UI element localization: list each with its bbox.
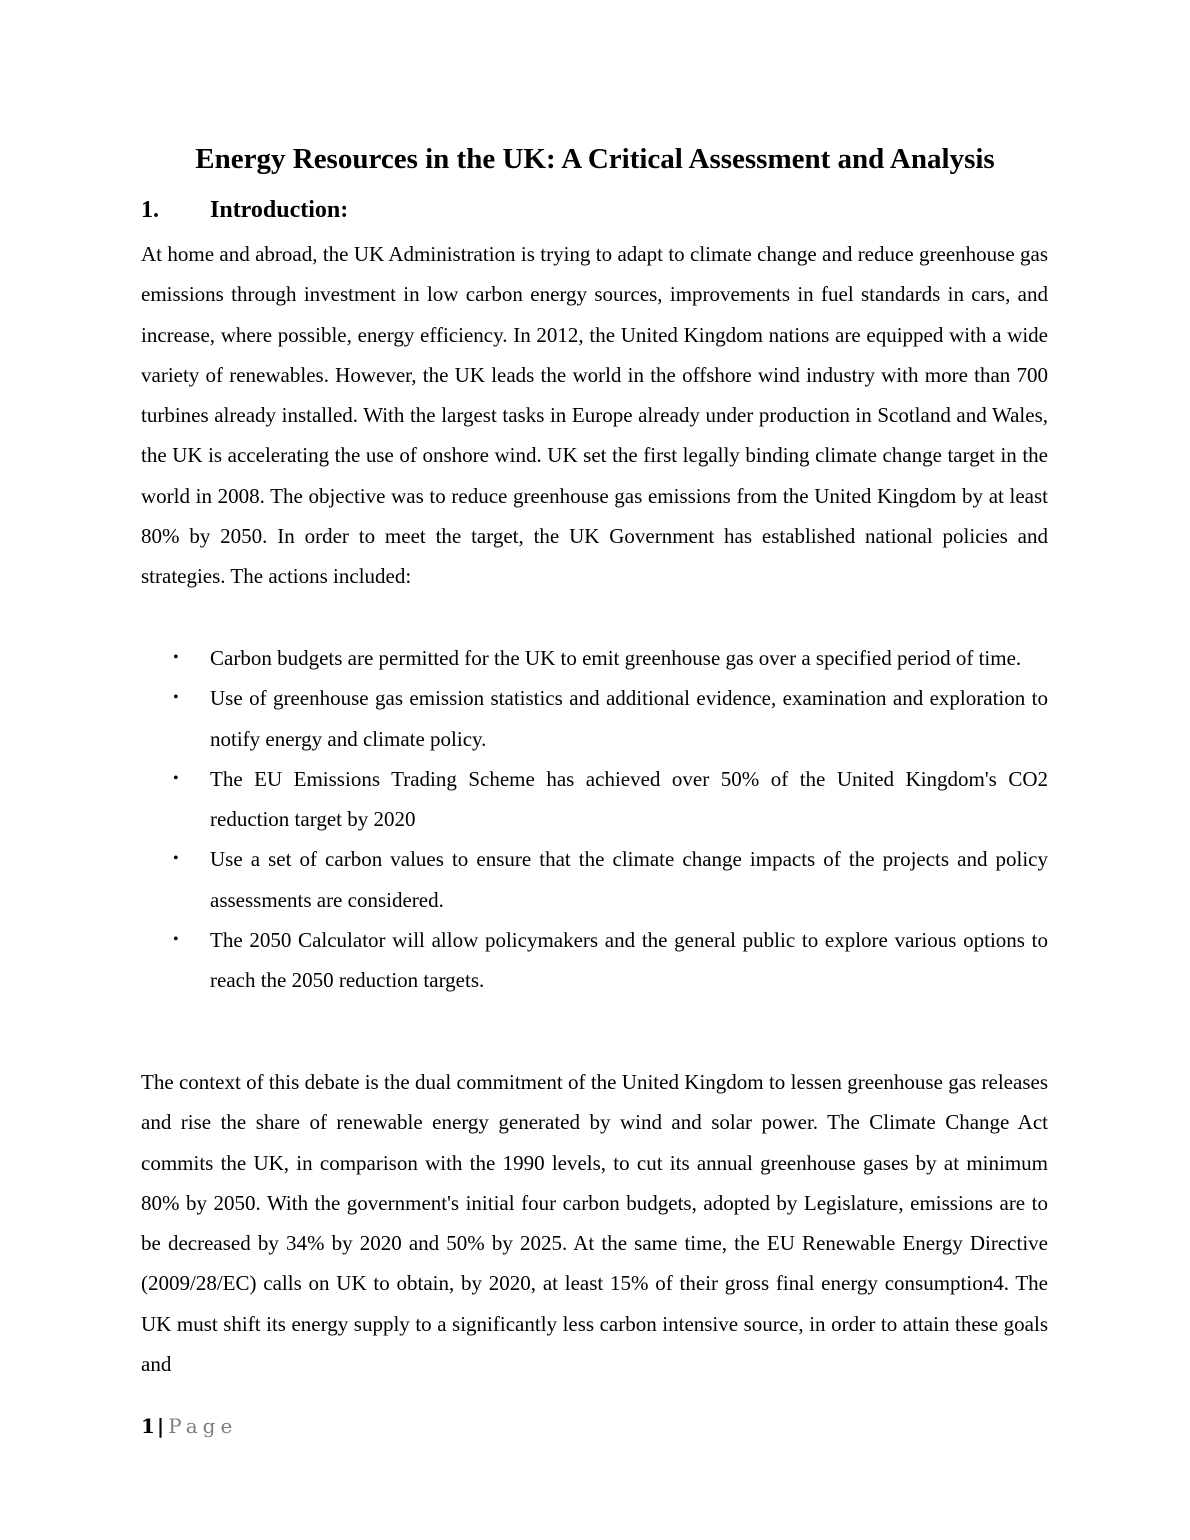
- list-item-text: Use of greenhouse gas emission statistics and additional evidence, examination and exploration to notify energy and climate policy.: [210, 686, 1048, 751]
- list-item: [141, 920, 1048, 1001]
- actions-list: [141, 638, 1048, 1001]
- bullet-icon: •: [173, 689, 179, 707]
- list-item-text: Use a set of carbon values to ensure that the climate change impacts of the projects and policy assessments are considered.: [210, 847, 1048, 912]
- bullet-icon: •: [173, 850, 179, 868]
- document-title: Energy Resources in the UK: A Critical Assessment and Analysis: [195, 143, 995, 175]
- list-item-text: Carbon budgets are permitted for the UK to emit greenhouse gas over a specified period of time.: [210, 646, 1022, 670]
- page-label: Page: [168, 1414, 238, 1438]
- context-paragraph: The context of this debate is the dual commitment of the United Kingdom to lessen greenhouse gas releases and rise the share of renewable energy generated by wind and solar power. The Climate Change Act commits the UK, in comparison with the 1990 levels, to cut its annual greenhouse gases by at minimum 80% by 2050. With the government's initial four carbon budgets, adopted by Legislature, emissions are to be decreased by 34% by 2020 and 50% by 2025. At the same time, the EU Renewable Energy Directive (2009/28/EC) calls on UK to obtain, by 2020, at least 15% of their gross final energy consumption4. The UK must shift its energy supply to a significantly less carbon intensive source, in order to attain these goals and: [141, 1070, 1048, 1377]
- list-item-text: The EU Emissions Trading Scheme has achieved over 50% of the United Kingdom's CO2 reduction target by 2020: [210, 766, 1048, 832]
- bullet-icon: •: [173, 649, 179, 666]
- list-item: [141, 638, 1048, 678]
- list-item: [141, 839, 1048, 920]
- bullet-icon: •: [173, 769, 179, 787]
- page-footer: [141, 1412, 237, 1440]
- section-number: 1.: [141, 197, 159, 223]
- section-heading: [141, 193, 348, 227]
- footer-separator: |: [156, 1414, 165, 1438]
- bullet-icon: •: [173, 931, 179, 949]
- intro-paragraph: At home and abroad, the UK Administration is trying to adapt to climate change and reduce greenhouse gas emissions through investment in low carbon energy sources, improvements in fuel standards in cars, and increase, where possible, energy efficiency. In 2012, the United Kingdom nations are equipped with a wide variety of renewables. However, the UK leads the world in the offshore wind industry with more than 700 turbines already installed. With the largest tasks in Europe already under production in Scotland and Wales, the UK is accelerating the use of onshore wind. UK set the first legally binding climate change target in the world in 2008. The objective was to reduce greenhouse gas emissions from the United Kingdom by at least 80% by 2050. In order to meet the target, the UK Government has established national policies and strategies. The actions included:: [141, 242, 1048, 589]
- list-item-text: The 2050 Calculator will allow policymakers and the general public to explore various options to reach the 2050 reduction targets.: [210, 928, 1048, 993]
- page-number: 1: [141, 1414, 155, 1438]
- list-item: [141, 678, 1048, 759]
- section-title: Introduction:: [210, 197, 349, 223]
- list-item: [141, 759, 1048, 840]
